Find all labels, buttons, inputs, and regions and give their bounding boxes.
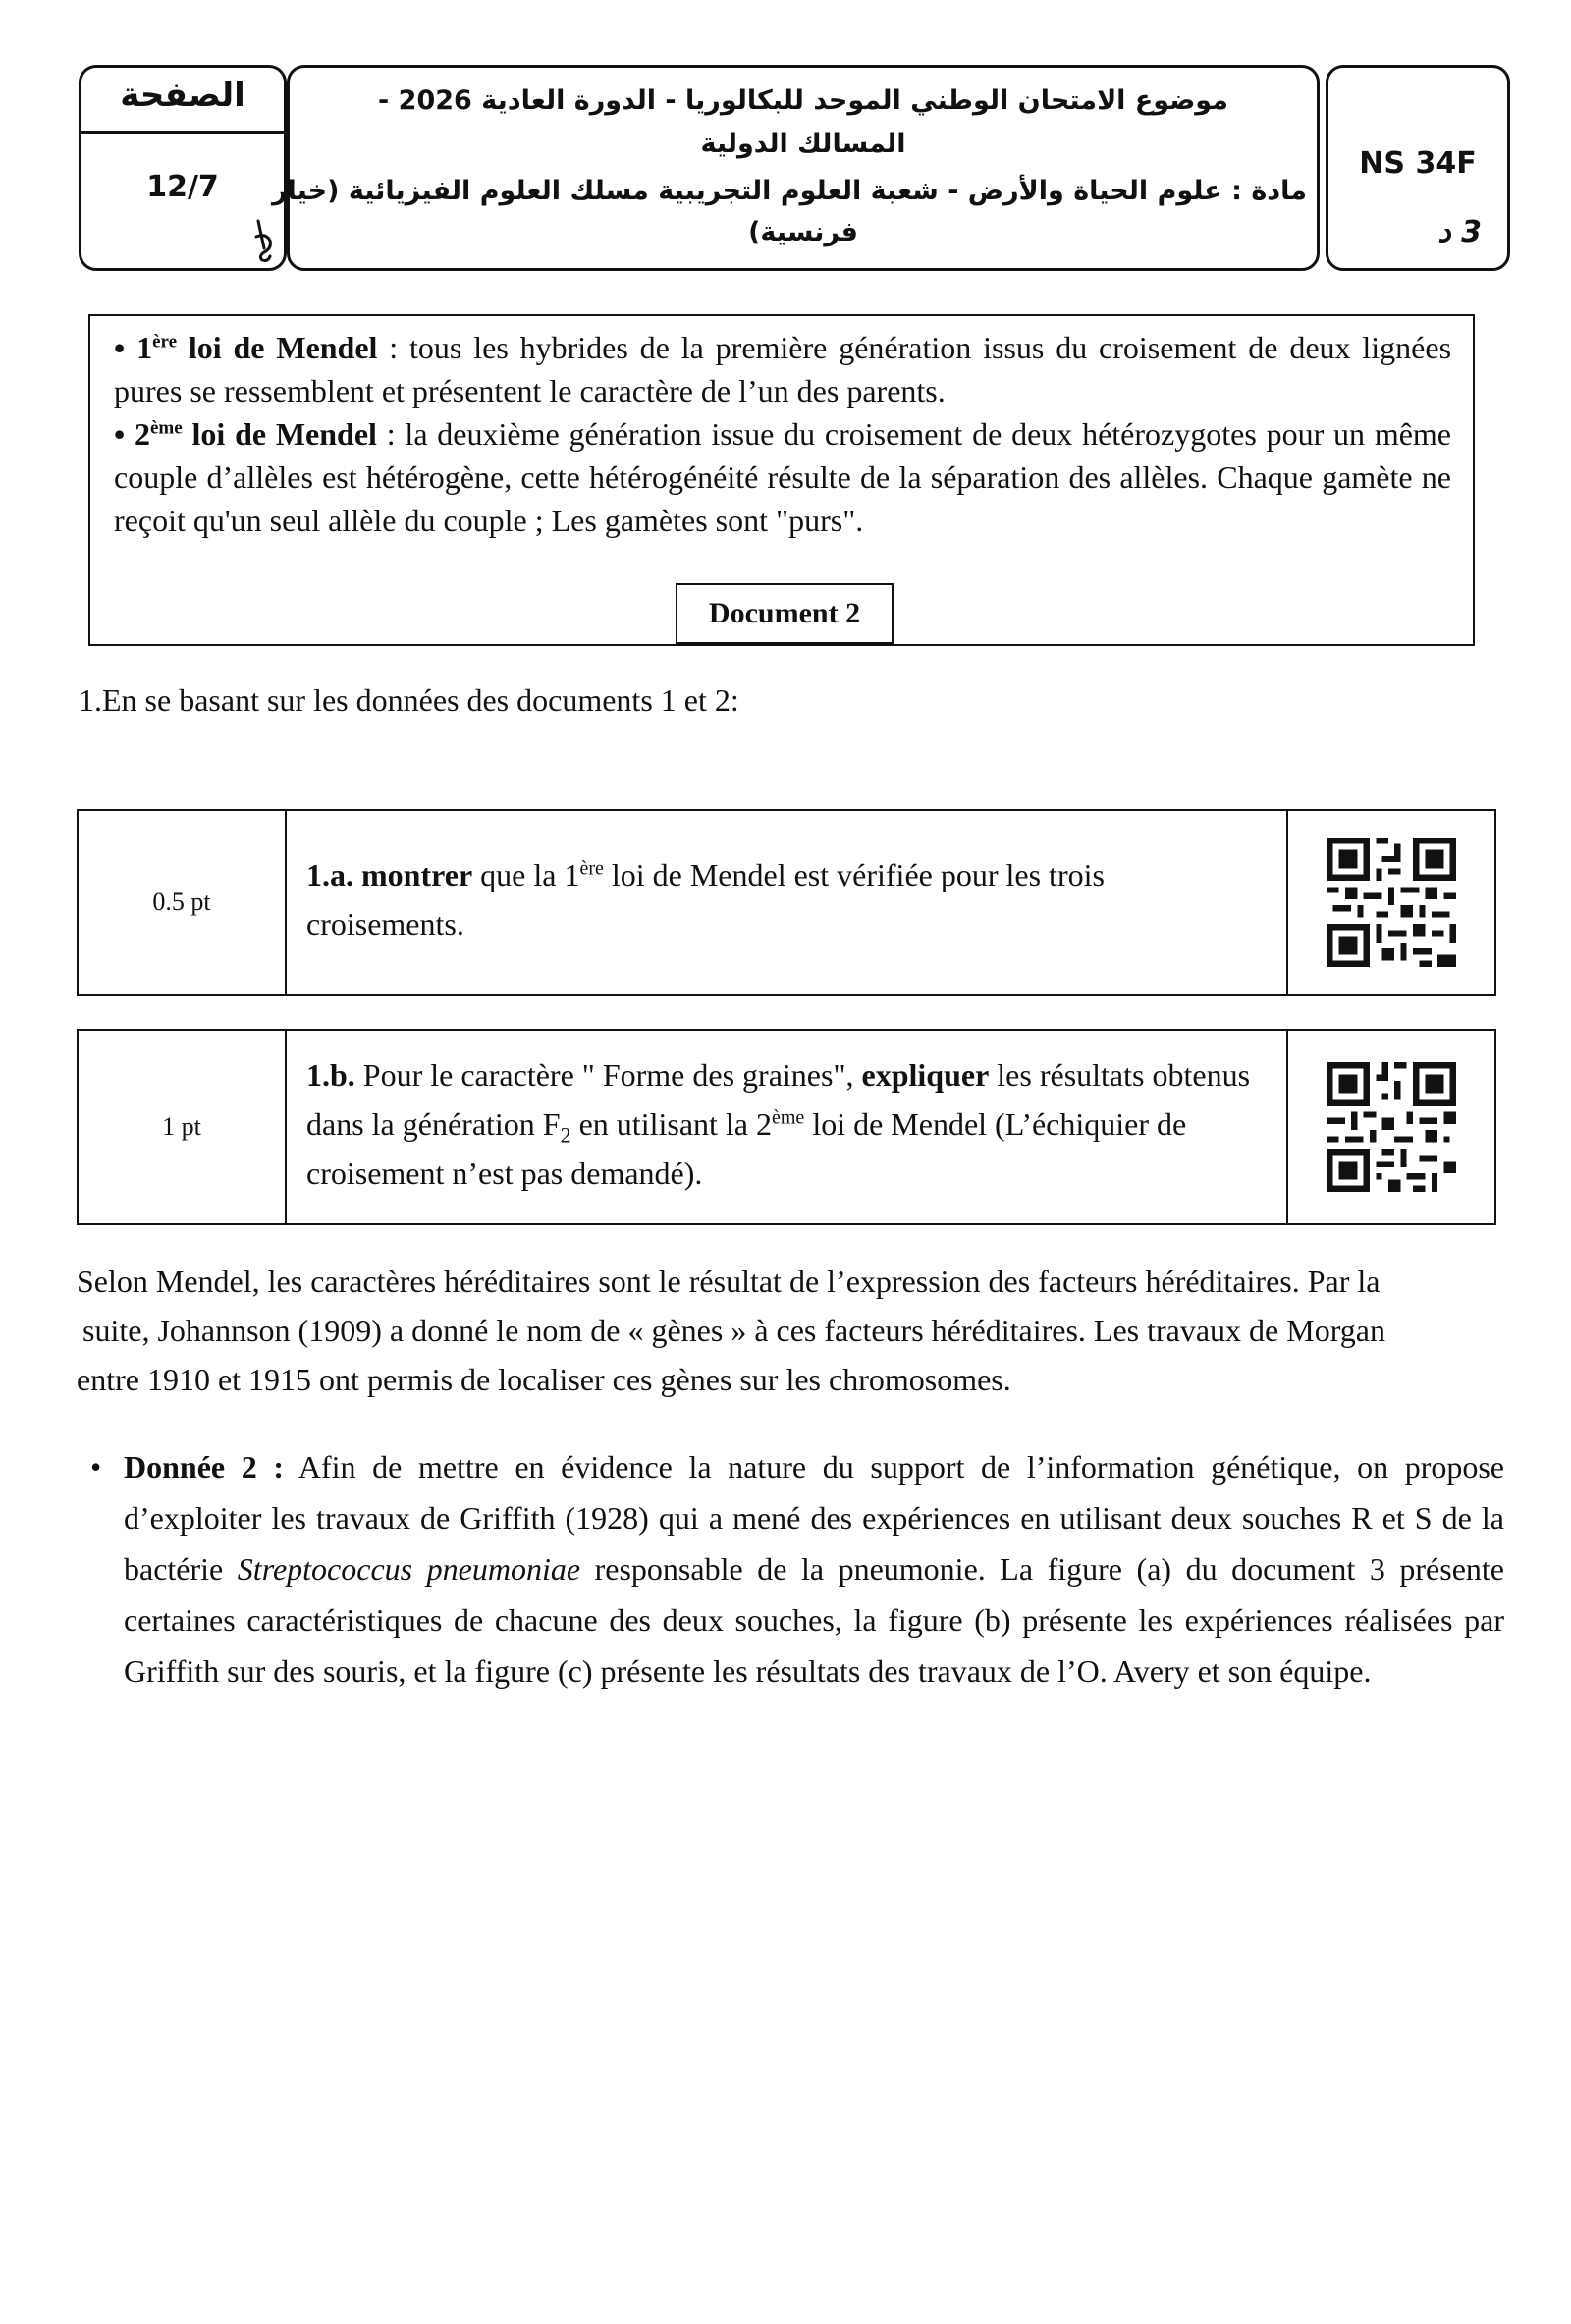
- question-1b-verb: expliquer: [861, 1057, 990, 1093]
- donnee-2-text-part1: Afin de mettre en évidence la nature du support de l’information génétique, on propose d’exploiter les travaux de Griffith (1928) qui a mené des expériences en utilisant deux souches R et S de la bactérie: [124, 1449, 1505, 1587]
- document-2-label: Document 2: [676, 583, 894, 644]
- law2-number: 2: [135, 416, 150, 452]
- question-1a-qr-cell: [1288, 811, 1494, 994]
- question-1a-row: [77, 809, 1496, 996]
- question-1b-text-cell: [285, 1031, 1288, 1223]
- question-1b-text: [306, 1051, 1267, 1198]
- question-1a-points: 0.5 pt: [152, 888, 211, 916]
- law1-title: loi de Mendel: [177, 330, 378, 365]
- session-duration: 3 د: [1437, 215, 1482, 249]
- question-1b-subscript: 2: [560, 1122, 571, 1148]
- header-code-box: [1326, 65, 1510, 271]
- mendel-morgan-paragraph: [77, 1257, 1490, 1404]
- paragraph-line-1: Selon Mendel, les caractères héréditaires sont le résultat de l’expression des facteurs héréditaires. Par la: [77, 1264, 1381, 1299]
- question-1a-text-cell: [285, 811, 1288, 994]
- question-1b-text-part2: les résultats obtenus dans la génération F: [306, 1057, 1251, 1142]
- paragraph-line-2: suite, Johannson (1909) a donné le nom de « gènes » à ces facteurs héréditaires. Les travaux de Morgan: [82, 1313, 1385, 1348]
- initials-mark-icon: [252, 219, 276, 264]
- question-1a-text-part1: que la 1: [472, 857, 580, 892]
- question-1b-number: 1.b.: [306, 1057, 355, 1093]
- question-1a-superscript: ère: [579, 857, 604, 880]
- question-1b-row: [77, 1029, 1496, 1225]
- mendel-second-law: • 2ème loi de Mendel : la deuxième génération issue du croisement de deux hétérozygotes pour un même couple d’allèles est hétérogène, cette hétérogénéité résulte de la séparation des allèles. Chaque gamète ne reçoit qu'un seul allèle du couple ; Les gamètes sont "purs".: [114, 416, 1452, 538]
- law2-text: : la deuxième génération issue du croisement de deux hétérozygotes pour un même couple d’allèles est hétérogène, cette hétérogénéité résulte de la séparation des allèles. Chaque gamète ne reçoit qu'un seul allèle du couple ; Les gamètes sont "purs".: [114, 416, 1452, 538]
- page-number: 12/7: [146, 170, 219, 204]
- question-1b-points: 1 pt: [162, 1112, 201, 1141]
- question-1a-text: [306, 850, 1267, 948]
- question-1b-superscript: ème: [772, 1107, 805, 1129]
- qr-code-icon[interactable]: [1327, 838, 1456, 967]
- header-title-line-1: موضوع الامتحان الوطني الموحد للبكالوريا - الدورة العادية 2026 -: [378, 85, 1228, 116]
- exam-code: NS 34F: [1359, 146, 1477, 181]
- question-1b-text-part1: Pour le caractère " Forme des graines",: [354, 1057, 862, 1093]
- law1-text: : tous les hybrides de la première génération issus du croisement de deux lignées pures se ressemblent et présentent le caractère de l’un des parents.: [114, 330, 1452, 408]
- header-title-line-2: المسالك الدولية: [700, 129, 906, 159]
- question-1a-text-part2: loi de Mendel est vérifiée pour les trois croisements.: [306, 857, 1105, 942]
- law1-number: 1: [136, 330, 153, 365]
- donnee-2-text-part2: responsable de la pneumonie. La figure (a) du document 3 présente certaines caractéristiques de chacune des deux souches, la figure (b) présente les expériences réalisées par Griffith sur des souris, et la figure (c) présente les résultats des travaux de l’O. Avery et son équipe.: [124, 1551, 1505, 1689]
- question-1b-text-part3: en utilisant la 2: [570, 1107, 772, 1142]
- paragraph-line-3: entre 1910 et 1915 ont permis de localiser ces gènes sur les chromosomes.: [77, 1362, 1011, 1397]
- header-title-line-4: فرنسية): [748, 217, 858, 247]
- question-1b-text-part4: loi de Mendel (L’échiquier de croisement n’est pas demandé).: [306, 1107, 1187, 1191]
- header-title-line-3: مادة : علوم الحياة والأرض - شعبة العلوم التجريبية مسلك العلوم الفيزيائية (خيار: [271, 176, 1307, 206]
- question-1a-verb: montrer: [361, 857, 473, 892]
- qr-code-icon[interactable]: [1327, 1062, 1456, 1192]
- mendel-first-law: • 1ère loi de Mendel : tous les hybrides de la première génération issus du croisement de deux lignées pures se ressemblent et présentent le caractère de l’un des parents.: [114, 330, 1452, 408]
- header-page-box: [79, 65, 287, 271]
- bacteria-species-name: Streptococcus pneumoniae: [237, 1551, 581, 1587]
- bullet-icon: •: [90, 1449, 102, 1485]
- header-divider: [81, 131, 284, 134]
- law2-superscript: ème: [150, 417, 183, 439]
- page-label: الصفحة: [120, 76, 245, 115]
- question-intro: 1.En se basant sur les données des documents 1 et 2:: [79, 682, 739, 718]
- question-1b-points-cell: [79, 1031, 287, 1223]
- question-1a-points-cell: [79, 811, 287, 994]
- question-1b-qr-cell: [1288, 1031, 1494, 1223]
- header-title-box: [271, 65, 1320, 271]
- law1-superscript: ère: [152, 331, 178, 352]
- question-1a-number: 1.a.: [306, 857, 353, 892]
- law2-title: loi de Mendel: [182, 416, 377, 452]
- donnee-2-title: Donnée 2 :: [124, 1449, 285, 1485]
- donnee-2-block: [90, 1441, 1504, 1697]
- donnee-2-text: [124, 1441, 1504, 1697]
